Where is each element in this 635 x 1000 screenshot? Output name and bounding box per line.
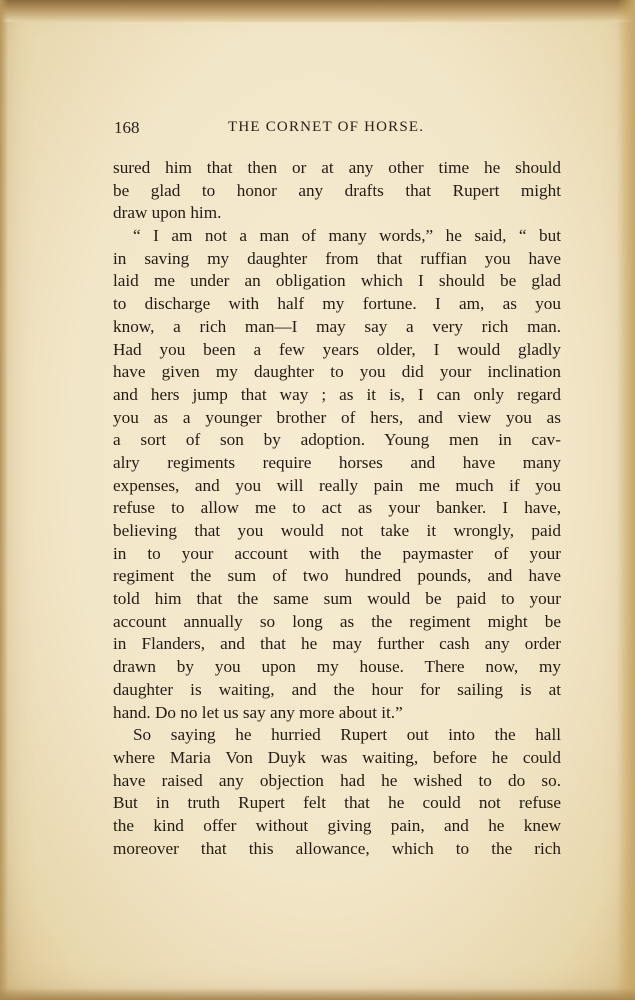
text-line: account annually so long as the regiment might be: [113, 611, 561, 631]
text-line: drawn by you upon my house. There now, my: [113, 657, 561, 677]
page-number: 168: [114, 118, 140, 137]
text-line: told him that the same sum would be paid to your: [113, 589, 561, 609]
text-line: you as a younger brother of hers, and view you as: [113, 407, 561, 427]
body-text: [113, 157, 561, 860]
text-line: believing that you would not take it wrongly, paid: [113, 521, 561, 540]
page-bottom-edge: [0, 988, 635, 1000]
page-left-edge: [0, 0, 8, 1000]
page-right-edge: [617, 0, 635, 1000]
text-line: in Flanders, and that he may further cash any order: [113, 634, 561, 654]
text-line: refuse to allow me to act as your banker. I have,: [113, 498, 561, 518]
text-line: daughter is waiting, and the hour for sailing is at: [113, 679, 561, 699]
text-line: hand. Do no let us say any more about it.”: [113, 702, 403, 722]
text-line: know, a rich man—I may say a very rich man.: [113, 316, 561, 336]
text-line: where Maria Von Duyk was waiting, before he could: [113, 747, 561, 767]
text-line: the kind offer without giving pain, and he knew: [113, 815, 561, 835]
page-top-edge: [0, 0, 635, 22]
text-line: So saying he hurried Rupert out into the hall: [133, 725, 561, 745]
text-line: and hers jump that way ; as it is, I can only regard: [113, 384, 561, 404]
text-line: have raised any objection had he wished to do so.: [113, 770, 561, 790]
text-line: sured him that then or at any other time he should: [113, 158, 561, 177]
text-line: draw upon him.: [113, 203, 222, 223]
text-line: expenses, and you will really pain me much if you: [113, 475, 561, 495]
page-header: [114, 118, 564, 140]
text-line: regiment the sum of two hundred pounds, and have: [113, 566, 561, 586]
text-line: have given my daughter to you did your inclination: [113, 362, 561, 382]
text-line: laid me under an obligation which I should be glad: [113, 271, 561, 291]
text-line: moreover that this allowance, which to the rich: [113, 838, 561, 858]
text-line: “ I am not a man of many words,” he said, “ but: [133, 226, 561, 246]
text-line: in to your account with the paymaster of your: [113, 543, 561, 563]
text-line: But in truth Rupert felt that he could not refuse: [113, 793, 561, 813]
text-line: alry regiments require horses and have many: [113, 452, 561, 472]
text-line: be glad to honor any drafts that Rupert might: [113, 180, 561, 200]
running-title: THE CORNET OF HORSE.: [228, 119, 425, 135]
text-line: in saving my daughter from that ruffian you have: [113, 248, 561, 268]
text-line: to discharge with half my fortune. I am, as you: [113, 294, 561, 314]
text-line: Had you been a few years older, I would gladly: [113, 339, 561, 359]
text-line: a sort of son by adoption. Young men in cav-: [113, 430, 561, 450]
